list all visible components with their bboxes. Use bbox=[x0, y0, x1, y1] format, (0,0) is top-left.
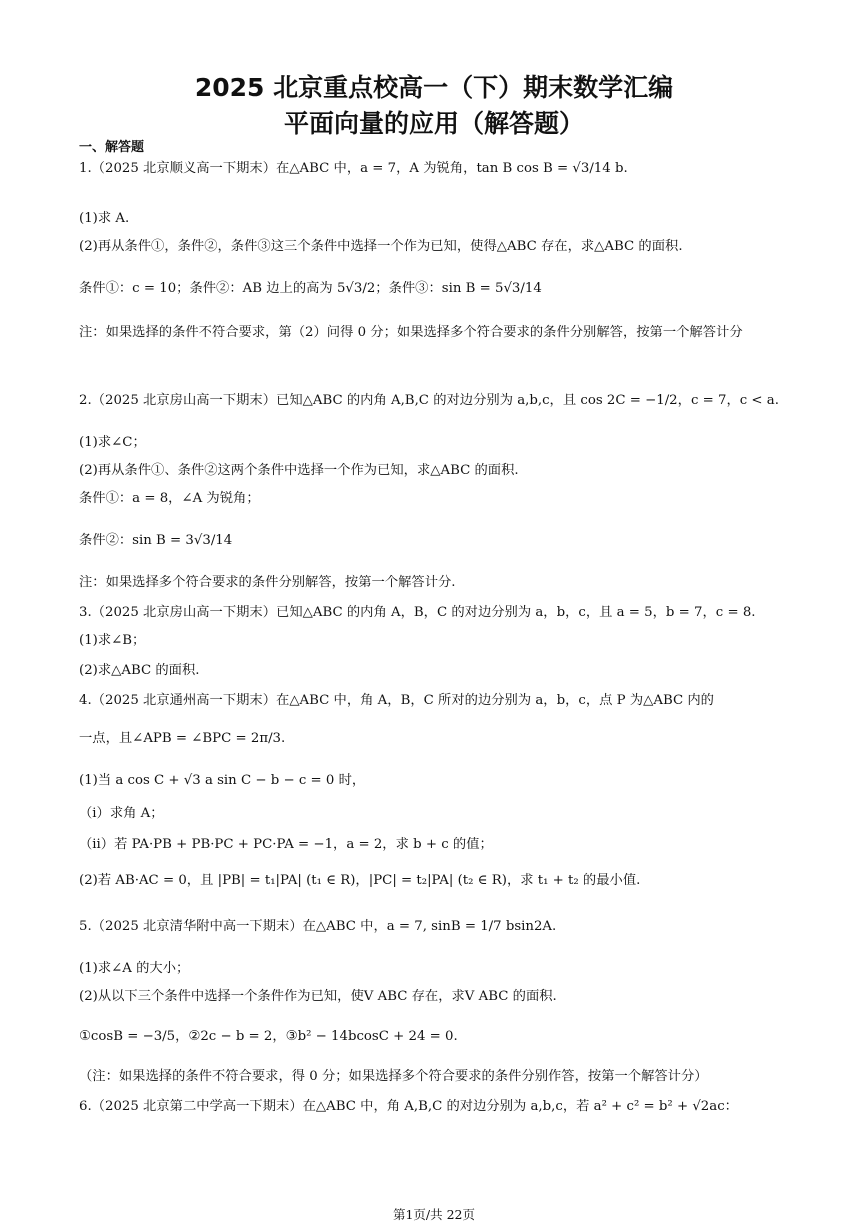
q3-stem: 3.（2025 北京房山高一下期末）已知△ABC 的内角 A，B，C 的对边分别为 a，b，c，且 a = 5，b = 7，c = 8. bbox=[79, 605, 756, 620]
page-footer: 第1页/共 22页 bbox=[392, 1207, 476, 1222]
q2-note: 注：如果选择多个符合要求的条件分别解答，按第一个解答计分. bbox=[79, 575, 456, 590]
q4-part1-i: （i）求角 A； bbox=[79, 806, 164, 821]
q3-part2: (2)求△ABC 的面积. bbox=[79, 663, 200, 678]
q5-stem: 5.（2025 北京清华附中高一下期末）在△ABC 中，a = 7, sinB = 1/7 bsin2A. bbox=[79, 919, 557, 934]
q2-part2: (2)再从条件①、条件②这两个条件中选择一个作为已知，求△ABC 的面积. bbox=[79, 463, 519, 478]
q4-stem: 4.（2025 北京通州高一下期末）在△ABC 中，角 A，B，C 所对的边分别为 a，b，c，点 P 为△ABC 内的 bbox=[79, 693, 714, 708]
doc-title-line2: 平面向量的应用（解答题） bbox=[283, 109, 584, 138]
q6-stem: 6.（2025 北京第二中学高一下期末）在△ABC 中，角 A,B,C 的对边分别为 a,b,c，若 a² + c² = b² + √2ac： bbox=[79, 1099, 738, 1114]
q5-note: （注：如果选择的条件不符合要求，得 0 分；如果选择多个符合要求的条件分别作答，按第一个解答计分） bbox=[79, 1069, 708, 1084]
q2-condition1: 条件①：a = 8，∠A 为锐角； bbox=[79, 491, 260, 506]
q1-part2: (2)再从条件①，条件②，条件③这三个条件中选择一个作为已知，使得△ABC 存在，求△ABC 的面积. bbox=[79, 239, 683, 254]
section-heading: 一、解答题 bbox=[79, 140, 145, 155]
q5-conditions: ①cosB = −3/5，②2c − b = 2，③b² − 14bcosC + 24 = 0. bbox=[79, 1029, 458, 1044]
q5-part1: (1)求∠A 的大小； bbox=[79, 961, 190, 976]
q1-note: 注：如果选择的条件不符合要求，第（2）问得 0 分；如果选择多个符合要求的条件分别解答，按第一个解答计分 bbox=[79, 325, 743, 340]
q4-part1-ii: （ii）若 PA·PB + PB·PC + PC·PA = −1，a = 2，求 b + c 的值； bbox=[79, 837, 493, 852]
q4-stem-cont: 一点，且∠APB = ∠BPC = 2π/3. bbox=[79, 731, 286, 746]
q1-part1: (1)求 A. bbox=[79, 211, 130, 226]
q3-part1: (1)求∠B； bbox=[79, 633, 146, 648]
q4-part1: (1)当 a cos C + √3 a sin C − b − c = 0 时， bbox=[79, 773, 366, 788]
q2-stem: 2.（2025 北京房山高一下期末）已知△ABC 的内角 A,B,C 的对边分别为 a,b,c，且 cos 2C = −1/2，c = 7，c < a. bbox=[79, 393, 779, 408]
doc-title-line1: 2025 北京重点校高一（下）期末数学汇编 bbox=[194, 73, 674, 102]
q4-part2: (2)若 AB·AC = 0，且 |PB| = t₁|PA| (t₁ ∈ R)，|PC| = t₂|PA| (t₂ ∈ R)，求 t₁ + t₂ 的最小值. bbox=[79, 873, 641, 888]
q5-part2: (2)从以下三个条件中选择一个条件作为已知，使V ABC 存在，求V ABC 的面积. bbox=[79, 989, 557, 1004]
q1-conditions: 条件①：c = 10；条件②：AB 边上的高为 5√3/2；条件③：sin B = 5√3/14 bbox=[79, 281, 542, 296]
q2-part1: (1)求∠C； bbox=[79, 435, 146, 450]
q1-stem: 1.（2025 北京顺义高一下期末）在△ABC 中，a = 7，A 为锐角，tan B cos B = √3/14 b. bbox=[79, 161, 628, 176]
q2-condition2: 条件②：sin B = 3√3/14 bbox=[79, 533, 233, 548]
